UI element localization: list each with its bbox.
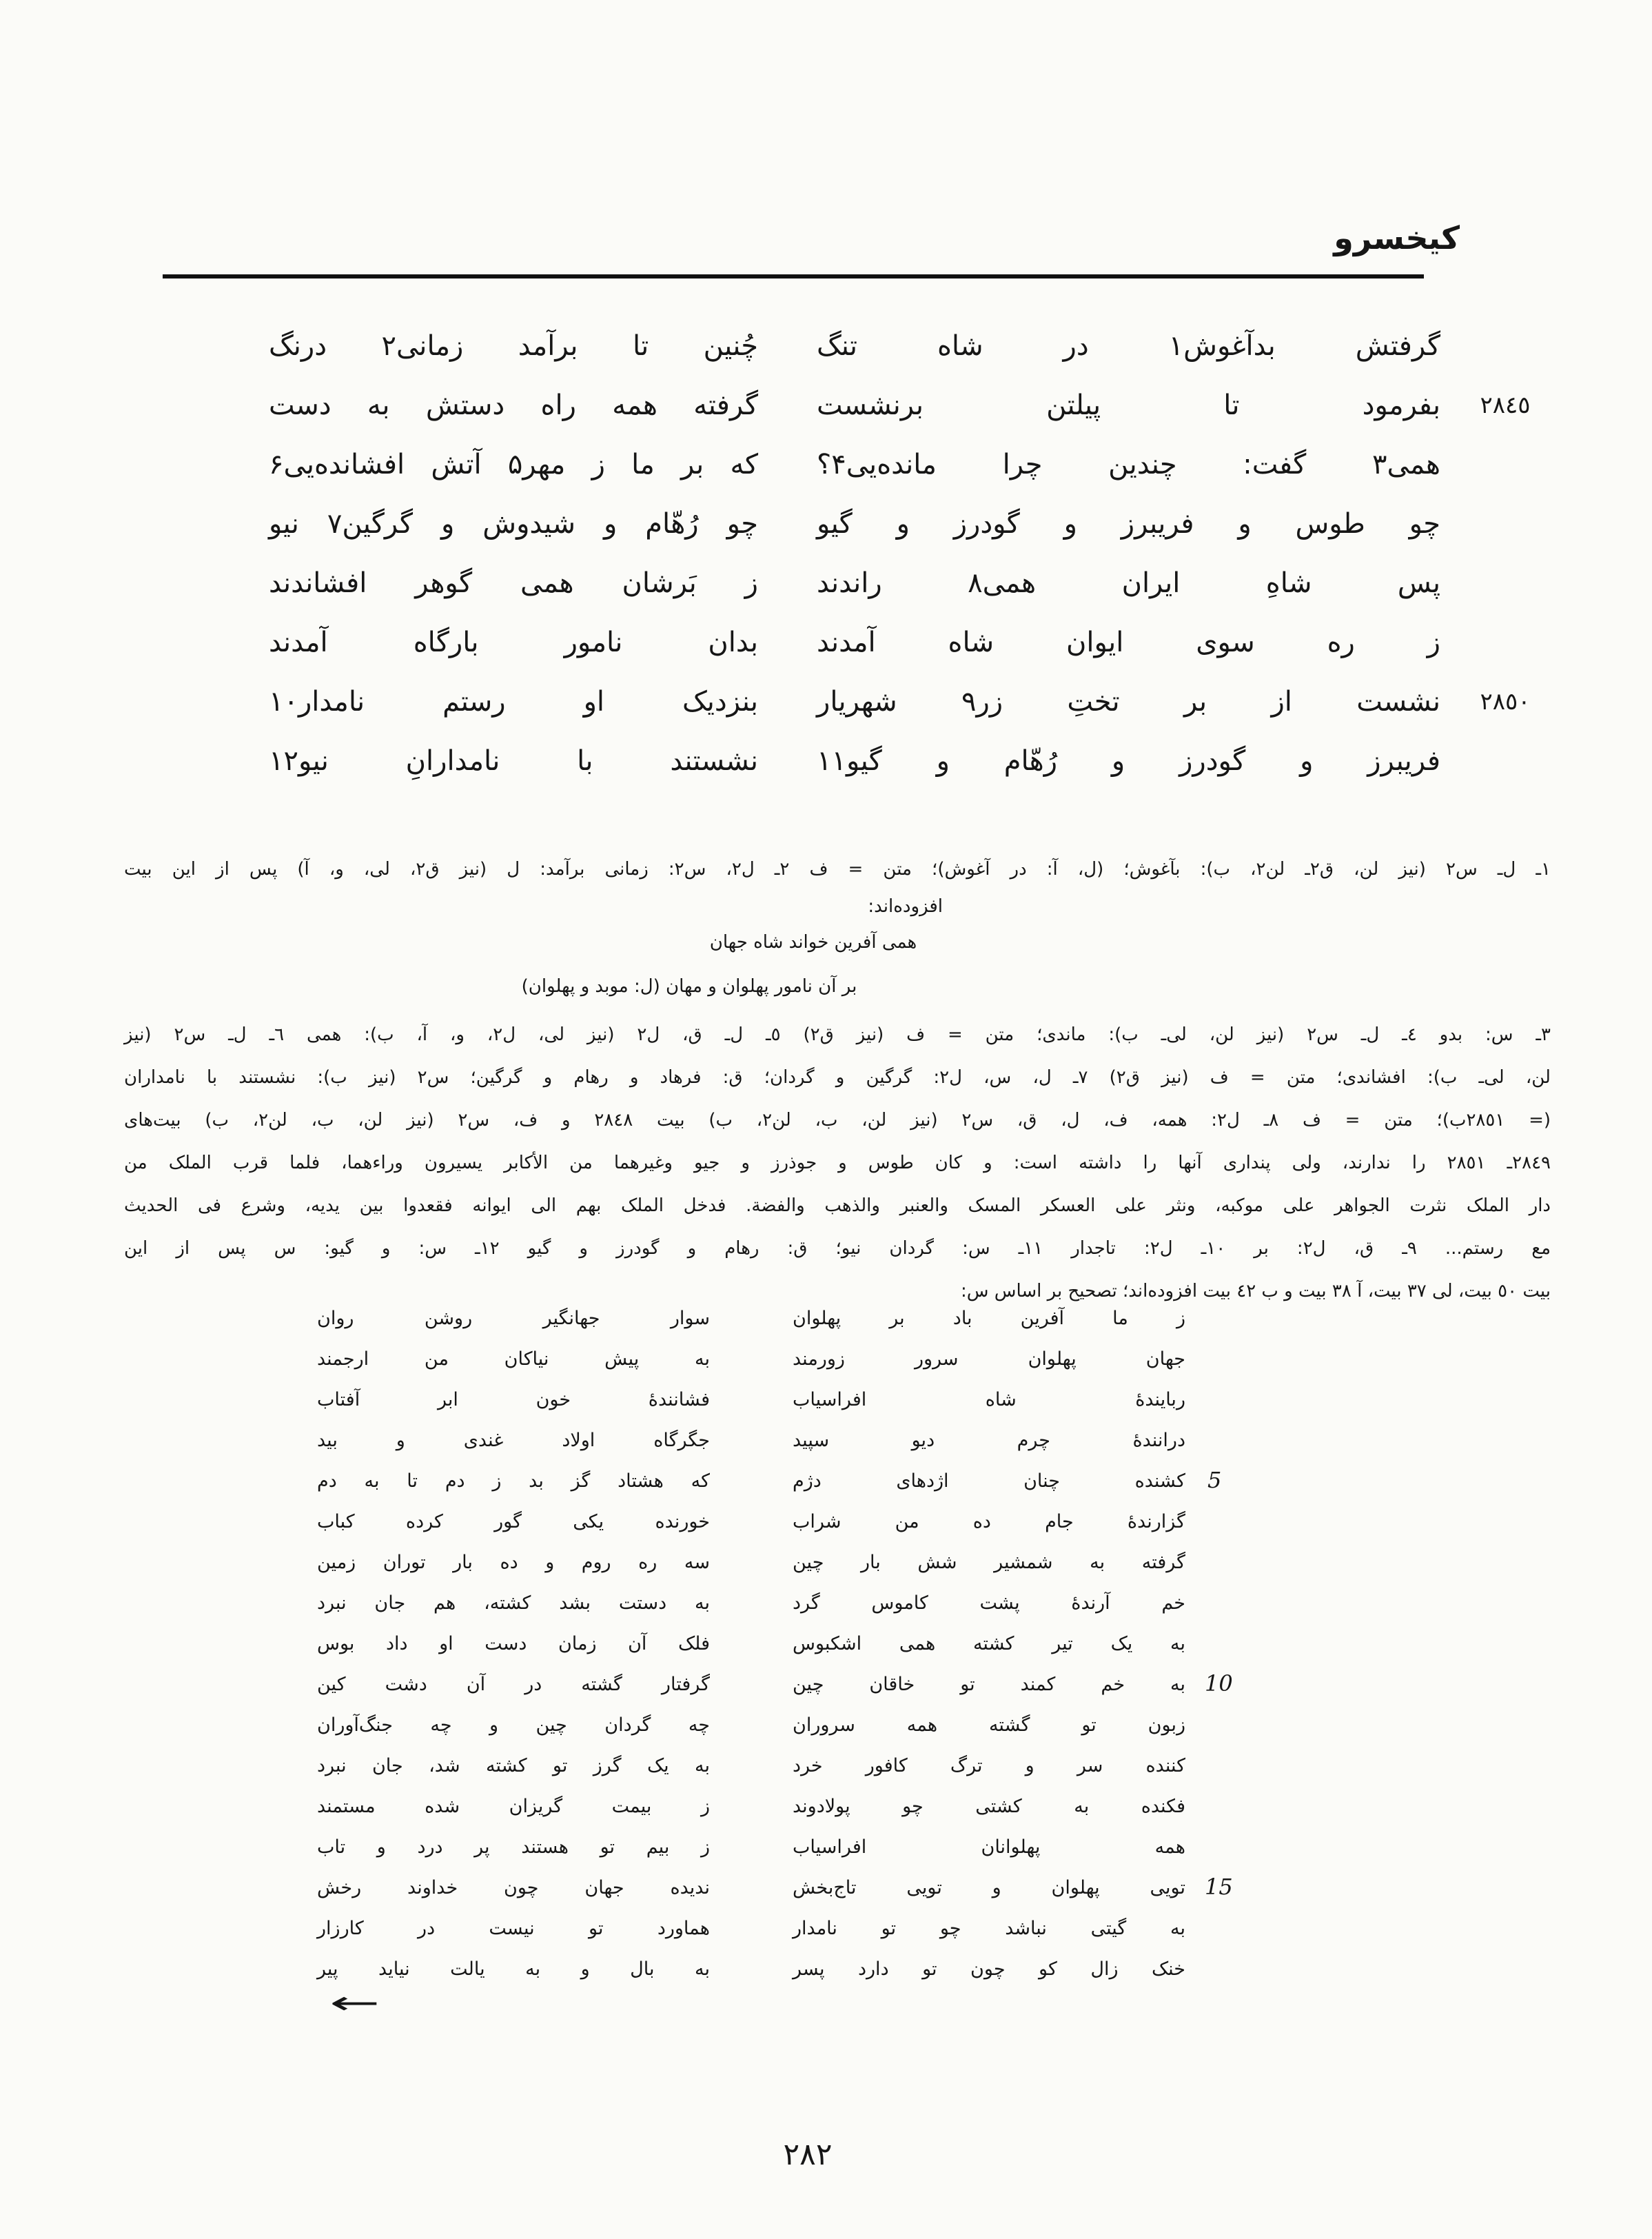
verse-hemistich-left: ز بَرشان همی گوهر افشاندند xyxy=(269,567,758,599)
verse-hemistich-left: چُنین تا برآمد زمانی۲ درنگ xyxy=(269,330,758,362)
verse-hemistich-left: که بر ما ز مهر۵ آتش افشانده‌یی۶ xyxy=(269,449,758,480)
added-verse-hemistich-right: خنک زال کو چون تو دارد پسر xyxy=(793,1958,1185,1980)
apparatus-line: ۳ـ س: بدو ٤ـ ل‌ـ س۲ (نیز لن، لی‌ـ ب): ماندی؛ متن = ف (نیز ق۲) ٥ـ ل‌ـ ق، ل۲ (نیز لی، ل۲، و، آ، ب): همی ٦ـ ل‌ـ س۲ (نیز xyxy=(124,1024,1551,1045)
apparatus-line: دار الملک نثرت الجواهر علی موکبه، ونثر علی العسکر المسک والعنبر والذهب والفضة. فدخل الملک بهم الی ایوانه فقعدوا بین یدیه، وشرع فی الحدیث xyxy=(124,1195,1551,1216)
added-verse-hemistich-right: گزارندهٔ جام ده من شراب xyxy=(793,1511,1185,1532)
apparatus-line: افزوده‌اند: xyxy=(868,896,943,917)
added-verse-hemistich-right: به خم کمند تو خاقان چین xyxy=(793,1674,1185,1695)
added-verse-hemistich-right: درانندهٔ چرم دیو سپید xyxy=(793,1430,1185,1451)
added-verse-hemistich-left: گرفتار گشته در آن دشت کین xyxy=(317,1674,710,1695)
added-verse-hemistich-left: ز بیم تو هستند پر درد و تاب xyxy=(317,1836,710,1858)
verse-number-2845: ٢٨٤٥ xyxy=(1480,392,1531,419)
added-verse-line-number-15: 15 xyxy=(1205,1874,1233,1900)
added-verse-hemistich-left: به یک گرز تو کشته شد، جان نبرد xyxy=(317,1755,710,1776)
added-verse-hemistich-left: به پیش نیاکان من ارجمند xyxy=(317,1348,710,1370)
added-verse-hemistich-right: کننده سر و ترگ کافور خرد xyxy=(793,1755,1185,1776)
added-verse-hemistich-left: هماورد تو نیست در کارزار xyxy=(317,1918,710,1939)
apparatus-inserted-verse-left: بر آن نامور پهلوان و مهان (ل: موبد و پهلوان) xyxy=(521,976,857,997)
added-verse-hemistich-right: خم آرندهٔ پشت کاموس گرد xyxy=(793,1592,1185,1614)
added-verse-line-number-10: 10 xyxy=(1205,1670,1233,1696)
verse-hemistich-right: بفرمود تا پیلتن برنشست xyxy=(817,389,1440,421)
added-verse-hemistich-left: چه گردان چین و چه جنگ‌آوران xyxy=(317,1714,710,1736)
verse-hemistich-right: گرفتش بدآغوش۱ در شاه تنگ xyxy=(817,330,1441,362)
added-verse-hemistich-left: خورنده یکی گور کرده کباب xyxy=(317,1511,710,1532)
running-head-title: کیخسرو xyxy=(1334,219,1460,256)
added-verse-line-number-5: 5 xyxy=(1207,1467,1222,1493)
added-verse-hemistich-right: کشنده چنان اژدهای دژم xyxy=(793,1470,1185,1492)
apparatus-line: بیت ٥۰ بیت، لی ۳۷ بیت، آ ۳۸ بیت و ب ٤۲ بیت افزوده‌اند؛ تصحیح بر اساس س: xyxy=(960,1281,1551,1301)
added-verse-hemistich-left: به بال و به یالت نیاید پیر xyxy=(317,1958,710,1980)
added-verse-hemistich-left: ز بیمت گریزان شده مستمند xyxy=(317,1796,710,1817)
verse-hemistich-left: گرفته همه راه دستش به دست xyxy=(269,389,758,421)
header-rule xyxy=(163,274,1424,278)
apparatus-line: ۲۸٤۹ـ ۲۸٥۱ را ندارند، ولی پنداری آنها را داشته است: و کان طوس و جوذرز و جیو وغیرهما من الأکابر یسیرون وراءهما، فلما قرب الملک من xyxy=(124,1153,1551,1173)
added-verse-hemistich-left: که هشتاد گز بد ز دم تا به دم xyxy=(317,1470,710,1492)
apparatus-line: مع رستم... ۹ـ ق، ل۲: بر ۱۰ـ ل۲: تاجدار ۱۱ـ س: گردان نیو؛ ق: رهام و گودرز و گیو ۱۲ـ س: و گیو: س پس از این xyxy=(124,1238,1551,1259)
added-verse-hemistich-left: ندیده جهان چون خداوند رخش xyxy=(317,1877,710,1898)
added-verse-hemistich-right: ز ما آفرین باد بر پهلوان xyxy=(793,1308,1185,1329)
added-verse-hemistich-left: سه ره روم و ده بار توران زمین xyxy=(317,1552,710,1573)
verse-number-2850: ٢٨٥٠ xyxy=(1480,688,1531,716)
added-verse-hemistich-right: به گیتی نباشد چو تو نامدار xyxy=(793,1918,1185,1939)
added-verse-hemistich-right: تویی پهلوان و تویی تاج‌بخش xyxy=(793,1877,1185,1898)
added-verse-hemistich-right: جهان پهلوان سرور زورمند xyxy=(793,1348,1185,1370)
apparatus-line: (= ۲۸٥۱ب)؛ متن = ف ۸ـ ل۲: همه، ف، ل، ق، س۲ (نیز لن، ب، لن۲، ب) بیت ۲۸٤۸ و ف، س۲ (نیز لن، ب، لن۲، ب) بیت‌های xyxy=(124,1110,1551,1131)
added-verse-hemistich-right: همه پهلوانان افراسیاب xyxy=(793,1836,1185,1858)
verse-hemistich-left: چو رُهّام و شیدوش و گرگین۷ نیو xyxy=(269,508,758,540)
added-verse-hemistich-right: زبون تو گشته همه سروران xyxy=(793,1714,1185,1736)
added-verse-hemistich-left: فلک آن زمان دست او داد بوس xyxy=(317,1633,710,1654)
verse-hemistich-left: بنزدیک او رستم نامدار۱۰ xyxy=(269,686,758,718)
added-verse-hemistich-left: به دستت بشد کشته، هم جان نبرد xyxy=(317,1592,710,1614)
apparatus-line: لن، لی‌ـ ب): افشاندی؛ متن = ف (نیز ق۲) ۷ـ ل، س، ل۲: گرگین و گردان؛ ق: فرهاد و رهام و گرگین؛ س۲ (نیز ب): نشستند با نامداران xyxy=(124,1067,1551,1088)
verse-hemistich-left: نشستند با نامدارانِ نیو۱۲ xyxy=(269,745,758,777)
added-verse-hemistich-right: به یک تیر کشته همی اشکبوس xyxy=(793,1633,1185,1654)
added-verse-hemistich-left: جگرگاه اولاد غندی و بید xyxy=(317,1430,710,1451)
verse-hemistich-right: پس شاهِ ایران همی۸ راندند xyxy=(817,567,1440,599)
verse-hemistich-right: نشست از بر تختِ زر۹ شهریار xyxy=(817,686,1441,718)
verse-hemistich-right: چو طوس و فریبرز و گودرز و گیو xyxy=(817,508,1440,540)
added-verse-hemistich-left: فشانندهٔ خون ابر آفتاب xyxy=(317,1389,710,1410)
verse-hemistich-right: همی۳ گفت: چندین چرا مانده‌یی۴؟ xyxy=(817,449,1440,480)
added-verse-hemistich-right: گرفته به شمشیر شش بار چین xyxy=(793,1552,1185,1573)
apparatus-line: ۱ـ ل‌ـ س۲ (نیز لن، ق۲ـ لن۲، ب): بآغوش؛ (ل، آ: در آغوش)؛ متن = ف ۲ـ ل۲، س۲: زمانی برآمد: ل (نیز ق۲، لی، و، آ) پس از این بیت xyxy=(124,859,1551,880)
added-verse-hemistich-left: سوار جهانگیر روشن روان xyxy=(317,1308,710,1329)
continuation-arrow-icon: ← xyxy=(329,1984,380,2021)
verse-hemistich-right: فریبرز و گودرز و رُهّام و گیو۱۱ xyxy=(817,745,1440,777)
apparatus-inserted-verse-right: همی آفرین خواند شاه جهان xyxy=(709,932,917,953)
added-verse-hemistich-right: ربایندهٔ شاه افراسیاب xyxy=(793,1389,1185,1410)
verse-hemistich-right: ز ره سوی ایوان شاه آمدند xyxy=(817,627,1440,658)
verse-hemistich-left: بدان نامور بارگاه آمدند xyxy=(269,627,758,658)
page-number: ۲۸۲ xyxy=(783,2137,833,2172)
added-verse-hemistich-right: فکنده به کشتی چو پولادوند xyxy=(793,1796,1185,1817)
